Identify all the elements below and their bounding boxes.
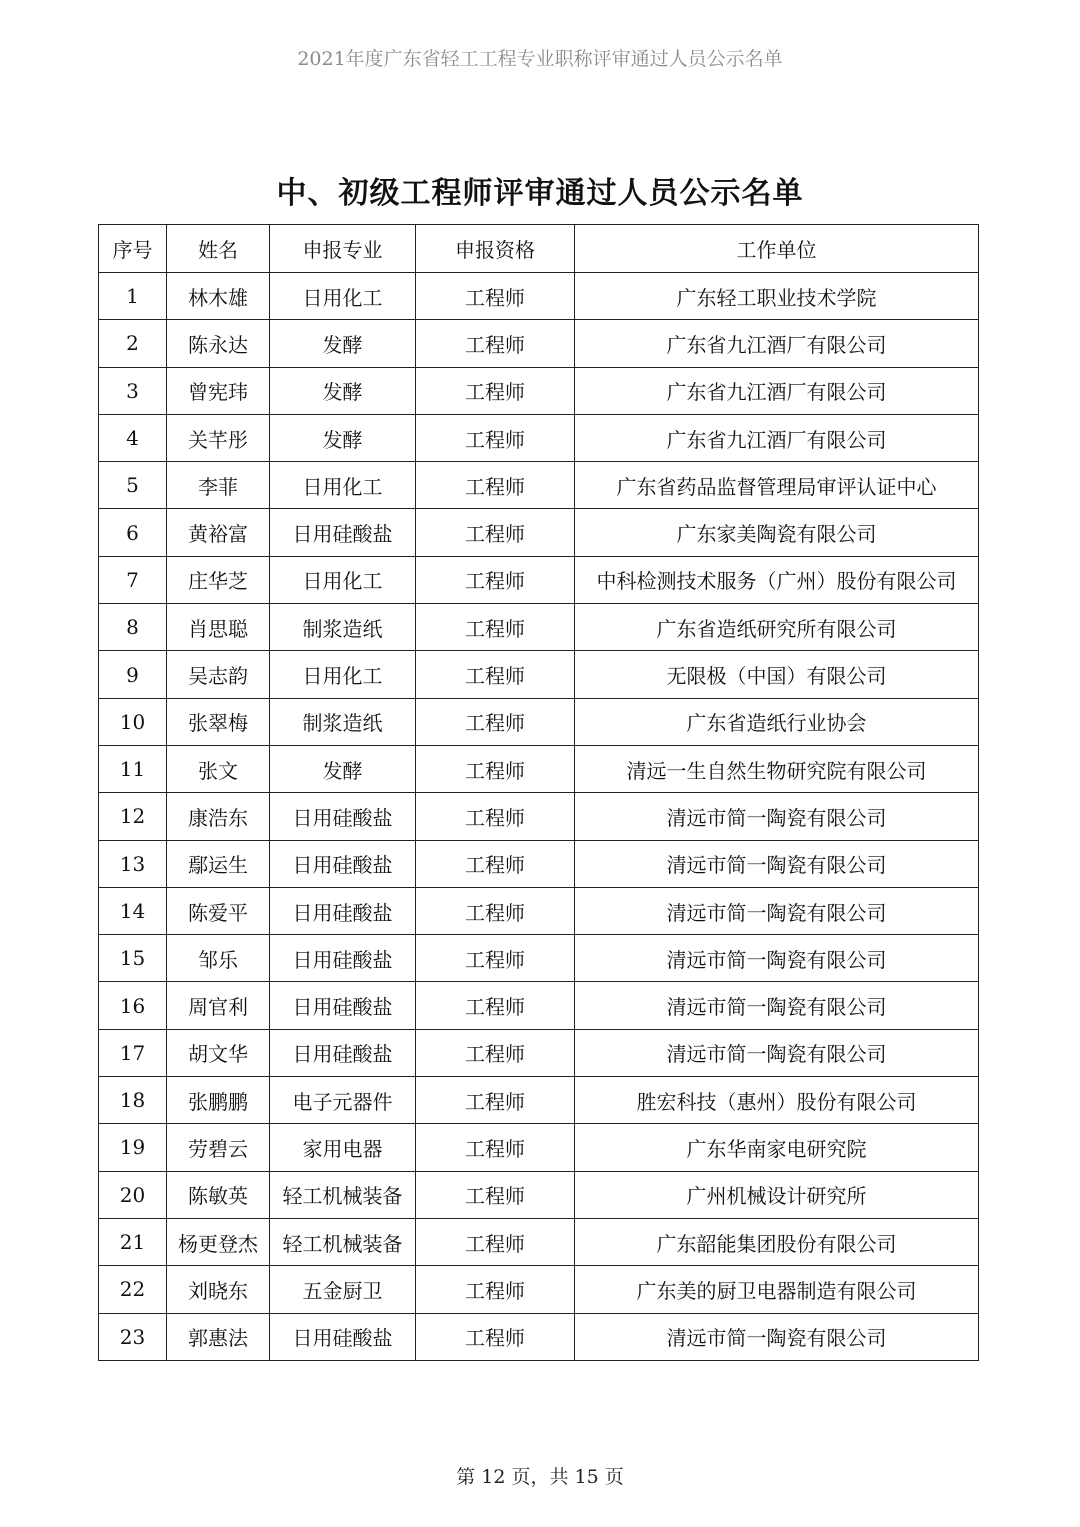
- cell-employer: 无限极（中国）有限公司: [575, 651, 979, 698]
- cell-specialty: 日用化工: [270, 651, 416, 698]
- cell-qualification: 工程师: [416, 1218, 575, 1265]
- column-header-name: 姓名: [167, 225, 270, 273]
- roster-body: [99, 273, 979, 1361]
- cell-employer: 清远市简一陶瓷有限公司: [575, 935, 979, 982]
- cell-employer: 清远市简一陶瓷有限公司: [575, 1029, 979, 1076]
- table-row: [99, 840, 979, 887]
- cell-qualification: 工程师: [416, 320, 575, 367]
- cell-specialty: 发酵: [270, 320, 416, 367]
- cell-index: 22: [99, 1266, 167, 1313]
- table-row: [99, 1077, 979, 1124]
- cell-name: 曾宪玮: [167, 367, 270, 414]
- cell-employer: 清远市简一陶瓷有限公司: [575, 1313, 979, 1360]
- cell-name: 陈永达: [167, 320, 270, 367]
- cell-name: 黄裕富: [167, 509, 270, 556]
- cell-specialty: 发酵: [270, 367, 416, 414]
- cell-employer: 中科检测技术服务（广州）股份有限公司: [575, 556, 979, 603]
- running-header: 2021年度广东省轻工工程专业职称评审通过人员公示名单: [297, 48, 783, 70]
- cell-name: 陈敏英: [167, 1171, 270, 1218]
- cell-employer: 清远一生自然生物研究院有限公司: [575, 745, 979, 792]
- cell-qualification: 工程师: [416, 840, 575, 887]
- cell-index: 11: [99, 745, 167, 792]
- table-header-row: [99, 225, 979, 273]
- cell-index: 2: [99, 320, 167, 367]
- cell-employer: 胜宏科技（惠州）股份有限公司: [575, 1077, 979, 1124]
- cell-specialty: 日用硅酸盐: [270, 509, 416, 556]
- cell-qualification: 工程师: [416, 509, 575, 556]
- cell-index: 17: [99, 1029, 167, 1076]
- cell-name: 李菲: [167, 462, 270, 509]
- table-row: [99, 462, 979, 509]
- column-header-specialty: 申报专业: [270, 225, 416, 273]
- cell-specialty: 日用化工: [270, 273, 416, 320]
- cell-qualification: 工程师: [416, 414, 575, 461]
- cell-employer: 广东华南家电研究院: [575, 1124, 979, 1171]
- table-row: [99, 273, 979, 320]
- cell-specialty: 日用硅酸盐: [270, 887, 416, 934]
- cell-specialty: 家用电器: [270, 1124, 416, 1171]
- cell-employer: 广东韶能集团股份有限公司: [575, 1218, 979, 1265]
- cell-index: 13: [99, 840, 167, 887]
- cell-specialty: 日用硅酸盐: [270, 793, 416, 840]
- cell-name: 林木雄: [167, 273, 270, 320]
- cell-employer: 清远市简一陶瓷有限公司: [575, 982, 979, 1029]
- table-row: [99, 1029, 979, 1076]
- cell-qualification: 工程师: [416, 745, 575, 792]
- cell-qualification: 工程师: [416, 367, 575, 414]
- table-row: [99, 1171, 979, 1218]
- cell-index: 14: [99, 887, 167, 934]
- cell-qualification: 工程师: [416, 1171, 575, 1218]
- table-row: [99, 698, 979, 745]
- cell-index: 6: [99, 509, 167, 556]
- cell-specialty: 轻工机械装备: [270, 1171, 416, 1218]
- cell-specialty: 发酵: [270, 414, 416, 461]
- cell-employer: 广东省药品监督管理局审评认证中心: [575, 462, 979, 509]
- cell-employer: 清远市简一陶瓷有限公司: [575, 840, 979, 887]
- cell-specialty: 日用硅酸盐: [270, 982, 416, 1029]
- cell-name: 陈爱平: [167, 887, 270, 934]
- table-row: [99, 745, 979, 792]
- cell-name: 庄华芝: [167, 556, 270, 603]
- cell-name: 刘晓东: [167, 1266, 270, 1313]
- cell-index: 23: [99, 1313, 167, 1360]
- cell-specialty: 日用硅酸盐: [270, 1313, 416, 1360]
- cell-specialty: 发酵: [270, 745, 416, 792]
- cell-employer: 清远市简一陶瓷有限公司: [575, 793, 979, 840]
- cell-name: 周官利: [167, 982, 270, 1029]
- roster-table: [98, 224, 979, 1361]
- cell-specialty: 制浆造纸: [270, 698, 416, 745]
- cell-specialty: 日用硅酸盐: [270, 1029, 416, 1076]
- page-number: 第 12 页，共 15 页: [456, 1466, 624, 1488]
- cell-name: 张翠梅: [167, 698, 270, 745]
- table-row: [99, 1313, 979, 1360]
- cell-qualification: 工程师: [416, 698, 575, 745]
- table-row: [99, 982, 979, 1029]
- cell-name: 肖思聪: [167, 604, 270, 651]
- cell-index: 15: [99, 935, 167, 982]
- cell-name: 劳碧云: [167, 1124, 270, 1171]
- table-row: [99, 1266, 979, 1313]
- table-row: [99, 793, 979, 840]
- table-row: [99, 556, 979, 603]
- cell-index: 3: [99, 367, 167, 414]
- column-header-employer: 工作单位: [575, 225, 979, 273]
- table-row: [99, 1124, 979, 1171]
- cell-index: 16: [99, 982, 167, 1029]
- cell-index: 9: [99, 651, 167, 698]
- cell-name: 关芊彤: [167, 414, 270, 461]
- cell-employer: 广东省九江酒厂有限公司: [575, 367, 979, 414]
- cell-index: 21: [99, 1218, 167, 1265]
- cell-qualification: 工程师: [416, 651, 575, 698]
- cell-qualification: 工程师: [416, 887, 575, 934]
- table-row: [99, 509, 979, 556]
- table-row: [99, 935, 979, 982]
- cell-specialty: 日用化工: [270, 556, 416, 603]
- cell-qualification: 工程师: [416, 935, 575, 982]
- cell-name: 邹乐: [167, 935, 270, 982]
- cell-specialty: 日用硅酸盐: [270, 935, 416, 982]
- cell-index: 20: [99, 1171, 167, 1218]
- cell-index: 1: [99, 273, 167, 320]
- cell-employer: 清远市简一陶瓷有限公司: [575, 887, 979, 934]
- table-row: [99, 414, 979, 461]
- cell-index: 4: [99, 414, 167, 461]
- cell-qualification: 工程师: [416, 462, 575, 509]
- cell-qualification: 工程师: [416, 982, 575, 1029]
- cell-specialty: 日用化工: [270, 462, 416, 509]
- table-row: [99, 651, 979, 698]
- cell-employer: 广东省九江酒厂有限公司: [575, 414, 979, 461]
- cell-qualification: 工程师: [416, 604, 575, 651]
- cell-specialty: 轻工机械装备: [270, 1218, 416, 1265]
- cell-index: 7: [99, 556, 167, 603]
- cell-employer: 广东省九江酒厂有限公司: [575, 320, 979, 367]
- table-row: [99, 887, 979, 934]
- cell-name: 张文: [167, 745, 270, 792]
- cell-qualification: 工程师: [416, 1266, 575, 1313]
- cell-qualification: 工程师: [416, 1124, 575, 1171]
- cell-name: 鄢运生: [167, 840, 270, 887]
- cell-employer: 广东轻工职业技术学院: [575, 273, 979, 320]
- cell-name: 张鹏鹏: [167, 1077, 270, 1124]
- cell-index: 18: [99, 1077, 167, 1124]
- cell-name: 胡文华: [167, 1029, 270, 1076]
- cell-specialty: 五金厨卫: [270, 1266, 416, 1313]
- cell-qualification: 工程师: [416, 793, 575, 840]
- table-row: [99, 367, 979, 414]
- document-title: 中、初级工程师评审通过人员公示名单: [276, 176, 804, 211]
- cell-name: 吴志韵: [167, 651, 270, 698]
- cell-qualification: 工程师: [416, 1077, 575, 1124]
- cell-index: 8: [99, 604, 167, 651]
- cell-name: 郭惠法: [167, 1313, 270, 1360]
- cell-name: 杨更登杰: [167, 1218, 270, 1265]
- cell-employer: 广东省造纸研究所有限公司: [575, 604, 979, 651]
- cell-specialty: 制浆造纸: [270, 604, 416, 651]
- cell-qualification: 工程师: [416, 1029, 575, 1076]
- table-row: [99, 320, 979, 367]
- cell-name: 康浩东: [167, 793, 270, 840]
- cell-qualification: 工程师: [416, 273, 575, 320]
- column-header-qualification: 申报资格: [416, 225, 575, 273]
- cell-employer: 广东美的厨卫电器制造有限公司: [575, 1266, 979, 1313]
- table-row: [99, 1218, 979, 1265]
- cell-employer: 广东家美陶瓷有限公司: [575, 509, 979, 556]
- cell-specialty: 日用硅酸盐: [270, 840, 416, 887]
- cell-qualification: 工程师: [416, 556, 575, 603]
- table-row: [99, 604, 979, 651]
- column-header-index: 序号: [99, 225, 167, 273]
- cell-employer: 广州机械设计研究所: [575, 1171, 979, 1218]
- cell-index: 5: [99, 462, 167, 509]
- cell-index: 10: [99, 698, 167, 745]
- cell-employer: 广东省造纸行业协会: [575, 698, 979, 745]
- cell-specialty: 电子元器件: [270, 1077, 416, 1124]
- cell-qualification: 工程师: [416, 1313, 575, 1360]
- cell-index: 12: [99, 793, 167, 840]
- cell-index: 19: [99, 1124, 167, 1171]
